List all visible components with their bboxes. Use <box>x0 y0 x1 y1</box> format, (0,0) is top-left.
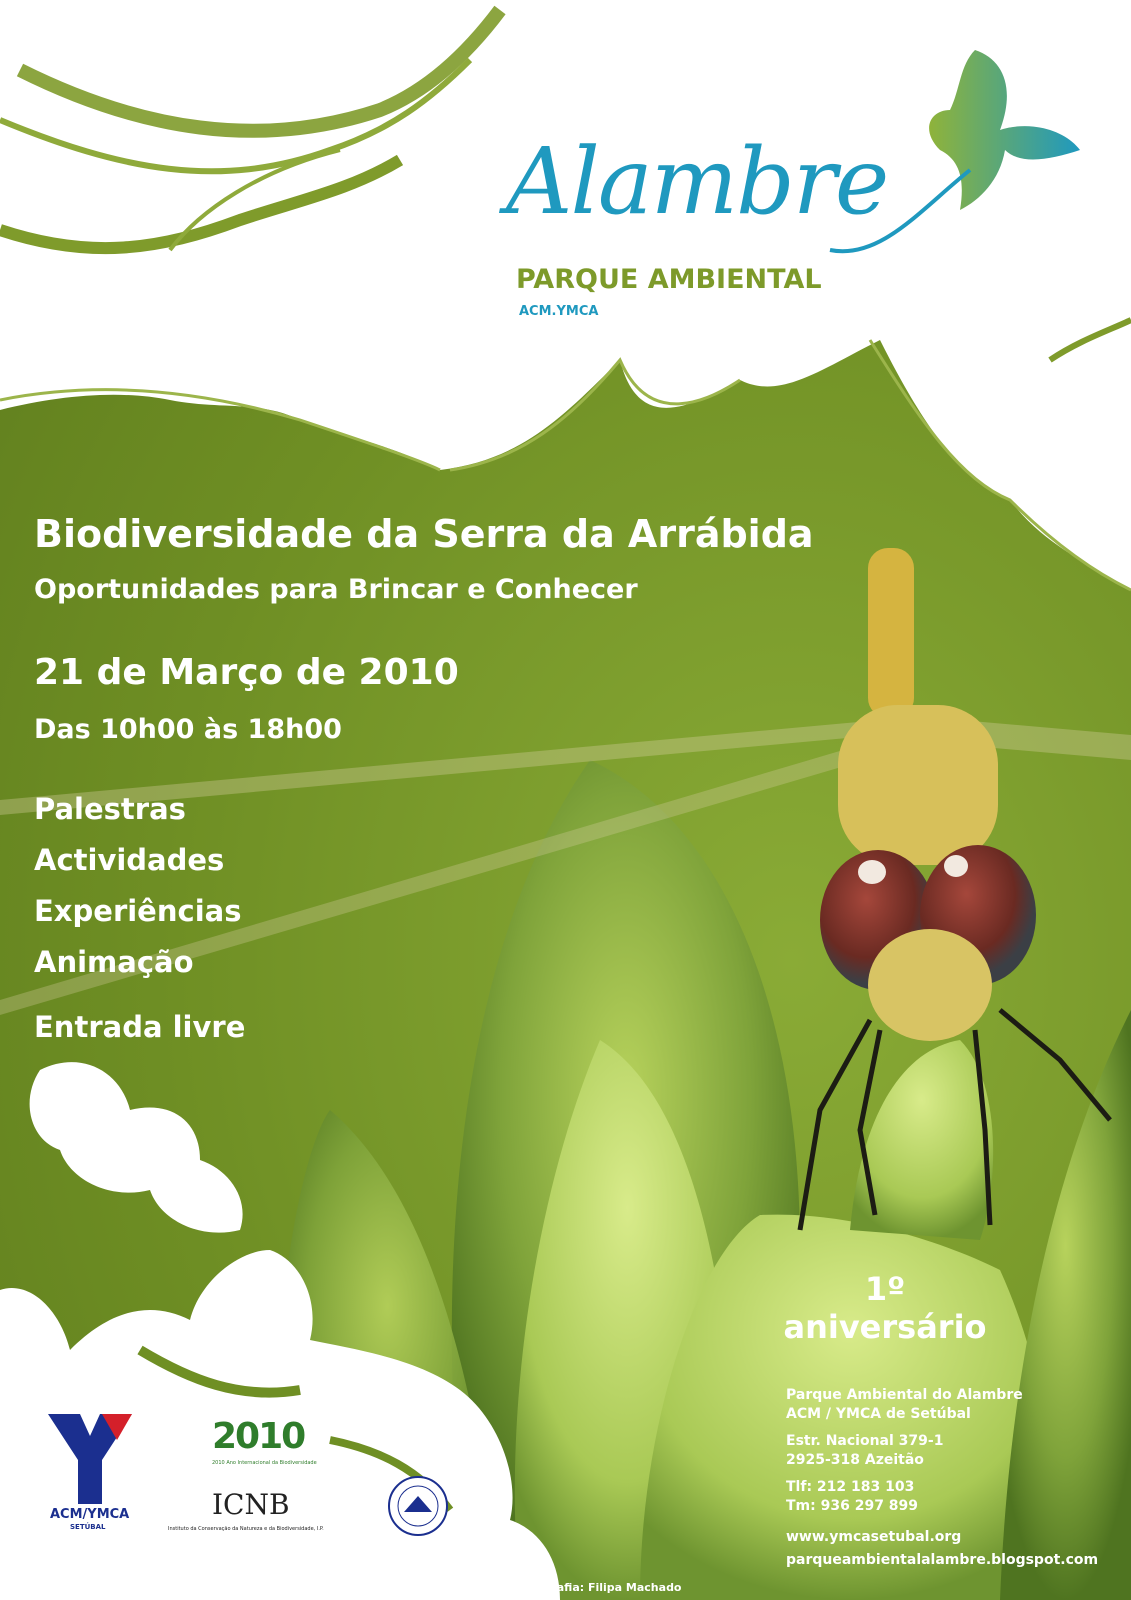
brand-swoosh <box>820 150 980 260</box>
blog-link[interactable]: parqueambientalalambre.blogspot.com <box>786 1552 1099 1568</box>
entry-note: Entrada livre <box>34 1010 246 1044</box>
ymca-logo-sub: SETÚBAL <box>70 1523 106 1531</box>
activities-list <box>34 784 241 988</box>
anniversary-badge <box>770 1270 1000 1346</box>
website-link[interactable]: www.ymcasetubal.org <box>786 1529 962 1545</box>
icnb-logo-caption: Instituto da Conservação da Natureza e da Biodiversidade, I.P. <box>168 1526 324 1532</box>
event-time: Das 10h00 às 18h00 <box>34 714 342 745</box>
photo-credit: Fotografia: Filipa Machado <box>516 1581 682 1594</box>
natural-park-seal-icon <box>386 1474 450 1538</box>
contact-mobile: Tm: 936 297 899 <box>786 1498 919 1514</box>
contact-phone: Tlf: 212 183 103 <box>786 1479 915 1495</box>
anniversary-label: aniversário <box>783 1308 987 1346</box>
contact-name: Parque Ambiental do Alambre <box>786 1387 1023 1403</box>
event-subtitle: Oportunidades para Brincar e Conhecer <box>34 574 638 605</box>
contact-org: ACM / YMCA de Setúbal <box>786 1406 971 1422</box>
contact-address: Estr. Nacional 379-1 <box>786 1433 944 1449</box>
brand-subtitle: PARQUE AMBIENTAL <box>516 264 822 295</box>
event-title: Biodiversidade da Serra da Arrábida <box>34 512 814 556</box>
activity-item: Experiências <box>34 894 242 928</box>
activity-item: Animação <box>34 945 194 979</box>
biodiversity-year-logo: 2010 <box>212 1416 305 1457</box>
biodiversity-year-caption: 2010 Ano Internacional da Biodiversidade <box>212 1460 317 1466</box>
contact-block <box>786 1386 1098 1570</box>
activity-item: Actividades <box>34 843 225 877</box>
icnb-logo: ICNB <box>212 1488 290 1521</box>
contact-postcode: 2925-318 Azeitão <box>786 1452 924 1468</box>
dragonfly-face <box>868 929 992 1041</box>
ymca-logo-label: ACM/YMCA <box>50 1507 130 1522</box>
eye-highlight <box>858 860 886 884</box>
dragonfly-leg <box>1000 1010 1110 1120</box>
eye-highlight <box>944 855 968 877</box>
activity-item: Palestras <box>34 792 186 826</box>
brand-org: ACM.YMCA <box>519 304 599 319</box>
dragonfly-thorax <box>838 705 998 865</box>
ymca-logo-icon <box>48 1414 132 1504</box>
brand-logo-name: Alambre <box>506 128 888 235</box>
event-date: 21 de Março de 2010 <box>34 652 459 693</box>
anniversary-number: 1º <box>864 1270 906 1308</box>
